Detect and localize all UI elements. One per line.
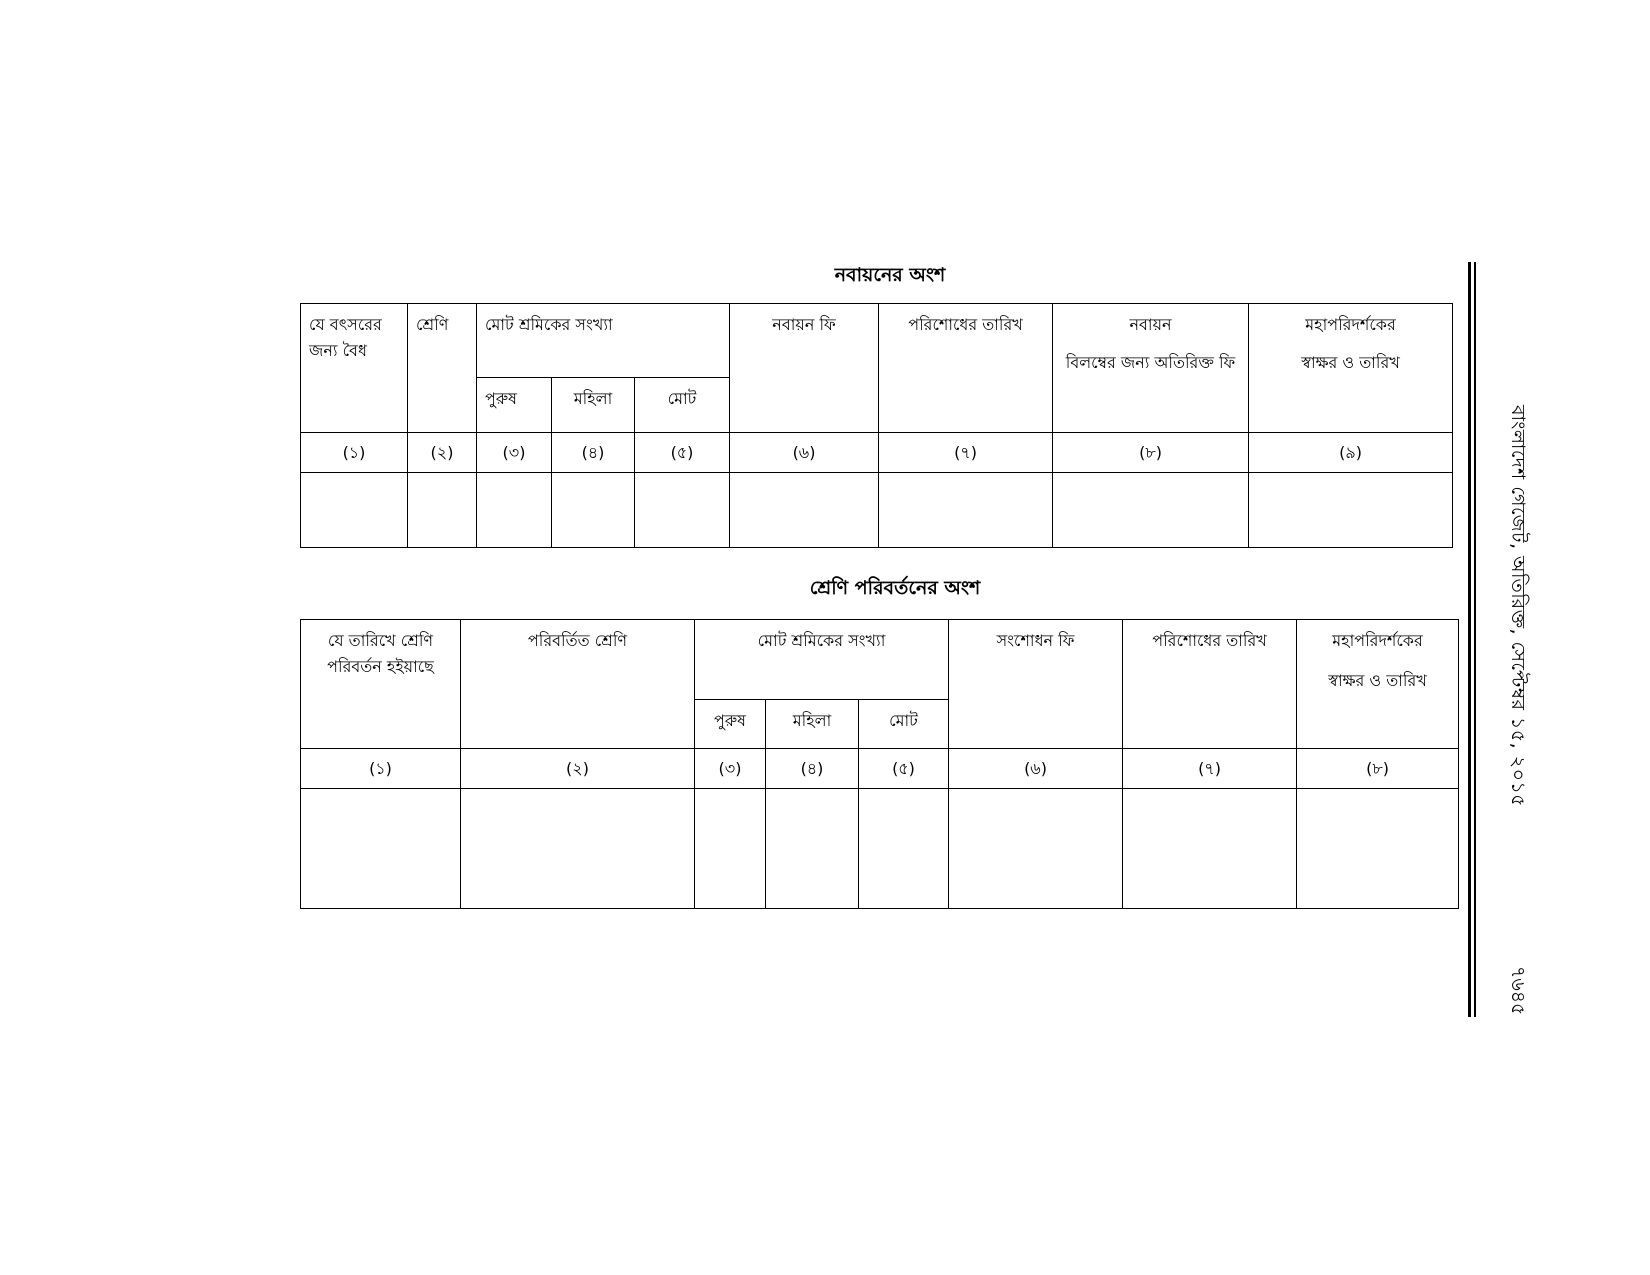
column-number: (১) [301,433,408,473]
blank-cell[interactable] [635,473,730,548]
blank-cell[interactable] [949,789,1123,909]
blank-cell[interactable] [1297,789,1459,909]
header-changed-class: পরিবর্তিত শ্রেণি [461,620,695,749]
blank-cell[interactable] [730,473,879,548]
header-renewal-fee: নবায়ন ফি [730,304,879,433]
blank-entry-row [301,789,1459,909]
header-total-workers: মোট শ্রমিকের সংখ্যা [477,304,730,378]
blank-cell[interactable] [301,789,461,909]
margin-rule [1474,262,1476,1017]
page-number: ৭৬৪৫ [1507,966,1529,1016]
header-female: মহিলা [552,378,635,433]
header-total: মোট [859,700,949,749]
header-male: পুরুষ [477,378,552,433]
header-total: মোট [635,378,730,433]
column-number: (৭) [879,433,1053,473]
margin-rule [1468,262,1471,1017]
column-number: (৮) [1297,749,1459,789]
class-change-section-title: শ্রেণি পরিবর্তনের অংশ [809,577,981,599]
header-class: শ্রেণি [408,304,477,433]
column-number: (৪) [766,749,859,789]
header-change-date-line2: পরিবর্তন হইয়াছে [327,657,434,676]
header-payment-date: পরিশোধের তারিখ [879,304,1053,433]
column-number: (২) [408,433,477,473]
header-dg-signature-line2: স্বাক্ষর ও তারিখ [1328,671,1427,690]
header-male: পুরুষ [695,700,766,749]
column-number: (৯) [1249,433,1453,473]
renewal-table [300,303,1453,548]
column-number: (৭) [1123,749,1297,789]
column-number: (৫) [635,433,730,473]
header-late-fee-line1: নবায়ন [1129,315,1172,334]
header-payment-date: পরিশোধের তারিখ [1123,620,1297,749]
header-late-fee-line2: বিলম্বের জন্য অতিরিক্ত ফি [1065,353,1236,372]
header-change-date-line1: যে তারিখে শ্রেণি [327,631,434,650]
column-number: (২) [461,749,695,789]
blank-cell[interactable] [552,473,635,548]
header-amendment-fee: সংশোধন ফি [949,620,1123,749]
column-number: (৬) [730,433,879,473]
header-dg-signature-line1: মহাপরিদর্শকের [1332,631,1423,650]
blank-cell[interactable] [695,789,766,909]
header-year-valid: যে বৎসরের জন্য বৈধ [301,304,408,433]
blank-cell[interactable] [477,473,552,548]
blank-cell[interactable] [461,789,695,909]
blank-cell[interactable] [766,789,859,909]
column-number: (৩) [695,749,766,789]
blank-cell[interactable] [408,473,477,548]
blank-cell[interactable] [301,473,408,548]
header-total-workers: মোট শ্রমিকের সংখ্যা [695,620,949,700]
blank-cell[interactable] [859,789,949,909]
column-number: (৫) [859,749,949,789]
blank-cell[interactable] [1249,473,1453,548]
header-dg-signature [1249,304,1453,433]
blank-cell[interactable] [1053,473,1249,548]
blank-cell[interactable] [1123,789,1297,909]
header-dg-signature-line2: স্বাক্ষর ও তারিখ [1301,353,1400,372]
column-number: (৪) [552,433,635,473]
column-number: (৬) [949,749,1123,789]
header-dg-signature-line1: মহাপরিদর্শকের [1305,315,1396,334]
header-dg-signature [1297,620,1459,749]
column-number: (৩) [477,433,552,473]
column-number: (১) [301,749,461,789]
blank-cell[interactable] [879,473,1053,548]
header-female: মহিলা [766,700,859,749]
renewal-section-title: নবায়নের অংশ [834,264,946,286]
class-change-table [300,619,1459,909]
column-number: (৮) [1053,433,1249,473]
blank-entry-row [301,473,1453,548]
header-late-fee [1053,304,1249,433]
gazette-running-header: বাংলাদেশ গেজেট, অতিরিক্ত, সেপ্টেম্বর ১৫, ২০১৫ [1507,405,1529,808]
header-change-date [301,620,461,749]
